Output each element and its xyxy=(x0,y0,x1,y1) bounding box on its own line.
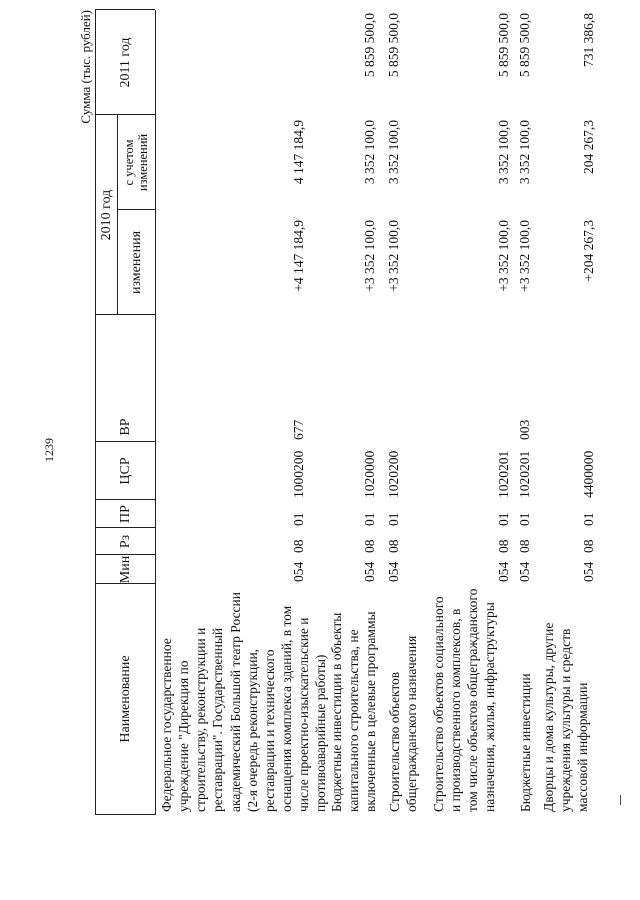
page-number: 1239 xyxy=(42,438,56,462)
cell-rz: 08 xyxy=(517,539,532,553)
cell-vr: 003 xyxy=(517,419,532,440)
header-pr: ПР xyxy=(117,505,133,523)
row-name: Федеральное государственное учреждение "Дирекция по строительству, реконструкции и реставрации". Государственный академический Большой театр России (2-я очередь реконструкции, реставрации и технического оснащения комплекса зданий, в том числе проектно-изыскательские и противоаварийные работы) xyxy=(159,591,329,812)
cell-csr: 1020201 xyxy=(517,450,532,498)
cell-csr: 1020200 xyxy=(386,450,401,498)
header-min: Мин xyxy=(117,555,133,584)
cell-rz: 08 xyxy=(386,539,401,553)
cell-rz: 08 xyxy=(496,539,511,553)
header-with-changes: с учетом изменений xyxy=(122,133,150,192)
cell-csr: 1020201 xyxy=(496,450,511,498)
cell-2011: 5 859 500,0 xyxy=(386,13,401,78)
cell-min: 054 xyxy=(362,561,377,582)
cell-2011: 731 386,8 xyxy=(581,13,596,67)
cell-with-changes: 3 352 100,0 xyxy=(362,120,377,185)
row-name: Бюджетные инвестиции xyxy=(518,673,533,812)
header-rz: Рз xyxy=(117,534,133,549)
cell-with-changes: 4 147 184,9 xyxy=(291,120,306,185)
cell-min: 054 xyxy=(517,561,532,582)
header-vr: ВР xyxy=(117,418,133,436)
cell-with-changes: 3 352 100,0 xyxy=(386,120,401,185)
cell-2011: 5 859 500,0 xyxy=(517,13,532,78)
row-name: Строительство объектов общегражданского назначения xyxy=(387,635,420,812)
row-name: Дворцы и дома культуры, другие учреждения культуры и средств массовой информации xyxy=(541,622,591,812)
cell-changes: +3 352 100,0 xyxy=(362,220,377,292)
cell-pr: 01 xyxy=(496,512,511,526)
header-changes: изменения xyxy=(128,230,144,295)
cell-changes: +3 352 100,0 xyxy=(496,220,511,292)
cell-csr: 1000200 xyxy=(291,450,306,498)
cell-pr: 01 xyxy=(517,512,532,526)
cell-rz: 08 xyxy=(291,539,306,553)
header-year-2010: 2010 год xyxy=(98,189,114,241)
cell-csr: 1020000 xyxy=(362,450,377,498)
cell-csr: 4400000 xyxy=(581,450,596,498)
cell-changes: +3 352 100,0 xyxy=(517,220,532,292)
cell-vr: 677 xyxy=(291,419,306,440)
cell-changes: +3 352 100,0 xyxy=(386,220,401,292)
cell-pr: 01 xyxy=(386,512,401,526)
cell-with-changes: 3 352 100,0 xyxy=(517,120,532,185)
cell-rz: 08 xyxy=(581,539,596,553)
cell-pr: 01 xyxy=(581,512,596,526)
cell-with-changes: 204 267,3 xyxy=(581,120,596,174)
header-year-2011: 2011 год xyxy=(117,37,133,88)
row-name: Строительство объектов социального и производственного комплексов, в том числе объектов общегражданского назначения, жилья, инфраструктуры xyxy=(431,588,498,812)
header-name: Наименование xyxy=(117,655,133,743)
header-csr: ЦСР xyxy=(117,457,133,485)
cell-changes: +4 147 184,9 xyxy=(291,220,306,292)
cell-pr: 01 xyxy=(362,512,377,526)
cell-rz: 08 xyxy=(362,539,377,553)
cell-min: 054 xyxy=(386,561,401,582)
cell-2011: 5 859 500,0 xyxy=(362,13,377,78)
cell-min: 054 xyxy=(496,561,511,582)
cell-pr: 01 xyxy=(291,512,306,526)
cell-changes: +204 267,3 xyxy=(581,220,596,282)
row-name: Бюджетные инвестиции в объекты капитального строительства, не включенные в целевые программы xyxy=(329,611,379,812)
cell-min: 054 xyxy=(291,561,306,582)
margin-mark xyxy=(620,795,621,805)
cell-2011: 5 859 500,0 xyxy=(496,13,511,78)
cell-min: 054 xyxy=(581,561,596,582)
units-note: Сумма (тыс. рублей) xyxy=(78,10,93,124)
cell-with-changes: 3 352 100,0 xyxy=(496,120,511,185)
